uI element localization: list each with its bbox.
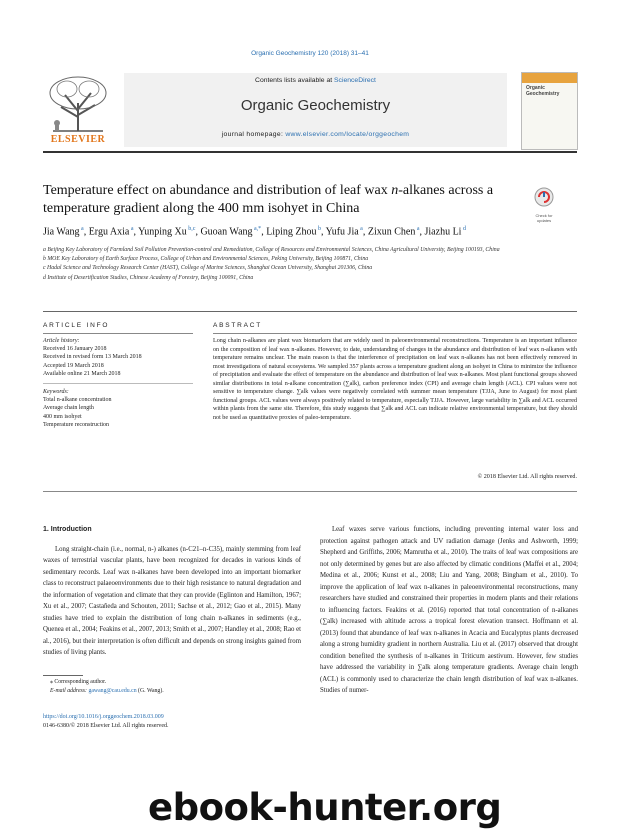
divider <box>43 311 577 312</box>
doi-block <box>43 713 293 730</box>
footnote-rule <box>43 675 83 676</box>
article-title: Temperature effect on abundance and distribution of leaf wax n-alkanes across a temperature gradient along the 400 mm isohyet in China <box>43 183 494 216</box>
author-name[interactable]: Jia Wang <box>43 226 80 238</box>
doi-link[interactable]: https://doi.org/10.1016/j.orggeochem.2018.03.009 <box>43 714 164 720</box>
keyword-item: Temperature reconstruction <box>43 421 110 428</box>
author-name[interactable]: Zixun Chen <box>367 226 416 238</box>
badge-label: Check for updates <box>535 213 553 223</box>
author-affiliation-marker[interactable]: a <box>129 226 134 232</box>
journal-reference[interactable]: Organic Geochemistry 120 (2018) 31–41 <box>251 50 369 57</box>
author-name[interactable]: Jiazhu Li <box>424 226 462 238</box>
paragraph: Leaf waxes serve various functions, including preventing internal water loss and protection against pathogen attack and UV radiation damage (Jenks and Ashworth, 1999; Shepherd and Griffiths, 2006; Mamrutha et al., 2010). The traits of leaf wax compositions are not only determined by genes but are also affected by climatic conditions (Maffei et al., 2004; Medina et al., 2006; Kunst et al., 2008; Liu and Yang, 2008; Bingham et al., 2010). To improve the application of leaf wax n-alkanes in paleoenvironmental reconstructions, many researchers have studied and constrained their properties in modern plants and their relations to influencing factors. Feakins et al. (2016) reported that total concentration of n-alkanes (∑alk) increased with altitude across a tropical forest elevation transect. Hoffmann et al. (2013) found that abundance of leaf wax n-alkanes in Acacia and Eucalyptus plants decreased along a strong humidity gradient in northern Australia. Liu et al. (2017) observed that drought condition benefited the synthesis of n-alkanes in Triticum aestivum. However, few studies have addressed the variability in ∑alk along temperature gradients. Average chain length (ACL) is commonly used to characterize the chain length distribution of leaf wax n-alkanes. Studies of numer- <box>320 526 578 694</box>
affiliation-a: a Beijing Key Laboratory of Farmland Soil Pollution Prevention-control and Remediation, College of Resources and Environmental Sciences, China Agricultural University, Beijing 100193, China <box>43 247 500 253</box>
history-item: Received in revised form 13 March 2018 <box>43 354 142 361</box>
section-heading: 1. Introduction <box>43 526 92 533</box>
history-item: Accepted 19 March 2018 <box>43 362 104 369</box>
keyword-item: 400 mm isohyet <box>43 413 82 420</box>
contents-line: Contents lists available at ScienceDirect <box>255 77 376 84</box>
affiliation-b: b MOE Key Laboratory of Earth Surface Process, College of Urban and Environmental Sciences, Peking University, Beijing 100871, China <box>43 256 369 263</box>
body-column-left <box>43 524 301 659</box>
sciencedirect-link[interactable]: ScienceDirect <box>334 77 376 84</box>
footnote <box>50 678 290 695</box>
abstract-copyright: © 2018 Elsevier Ltd. All rights reserved. <box>477 474 577 480</box>
check-for-updates-badge[interactable] <box>529 186 559 223</box>
article-info-heading: ARTICLE INFO <box>43 322 110 329</box>
author-list: Jia Wang $^a$, Ergu Axia $^a$, Yunping Xu $^{b,c}$, Guoan Wang $^{a,*}$, Liping Zhou $^b$, Yufu Jia $^a$, Zixun Chen $^a$, Jiazhu Li $^d$ <box>43 226 466 238</box>
paragraph: Long straight-chain (i.e., normal, n-) alkanes (n-C21–n-C35), mainly stemming from leaf waxes of terrestrial vascular plants, have been recognized for decades in various kinds of sedimentary records. Leaf wax n-alkanes have been developed into an important biomarker class to reconstruct palaeoenvironments due to their high resistance to natural degradation and the information of vegetation and climate that they can provide (Eglinton and Hamilton, 1967; Xu et al., 2007; Castañeda and Schouten, 2011; Sachse et al., 2012; Gao et al., 2015). Many studies have tried to explain the distribution of long chain n-alkanes in sediments (e.g., Quenea et al., 2004; Feakins et al., 2007, 2013; Smith et al., 2007; Handley et al., 2008; Rao et al., 2016), but their interpretation is often difficult and depends on strong insights gained from studies of living plants. <box>43 545 301 656</box>
author-name[interactable]: Yunping Xu <box>138 226 187 238</box>
abstract-text: Long chain n-alkanes are plant wax biomarkers that are widely used in paleoenvironmental reconstructions. Temperature is an important influence on the composition of leaf wax n-alkanes. However, to date, understanding of changes in the abundance and distribution of leaf wax n-alkanes with temperature remains unclear. The main reason is that the interference of precipitation on leaf wax n-alkanes has not been effectively removed in most investigations of natural ecosystems. We sampled 357 plants across a temperature gradient along an isohyet in China to minimize the influence of precipitation and evaluate the effect of temperature on the abundance and distribution of leaf wax n-alkanes. Most plant functional groups showed similar distributions in total n-alkane concentration (∑alk), carbon preference index (CPI) and average chain length (ACL). CPI values were not sensitive to temperature change. ∑alk values were negatively correlated with summer mean temperature (TJJA, June to August) for most plant functional groups. ACL values were always positively related to temperature, especially TJJA. However, large variability in ∑alk and ACL occurred within plants from the same site. Therefore, this study suggests that ∑alk and ACL can indicate relative environmental temperature, but they should not be used as quantitative proxies of paleo-temperature. <box>213 338 577 421</box>
journal-cover <box>521 72 578 150</box>
author-affiliation-marker[interactable]: a <box>79 226 84 232</box>
author-affiliation-marker[interactable]: d <box>461 226 466 232</box>
homepage-link[interactable]: www.elsevier.com/locate/orggeochem <box>285 131 410 138</box>
author-name[interactable]: Yufu Jia <box>325 226 359 238</box>
issn-line: 0146-6380/© 2018 Elsevier Ltd. All rights reserved. <box>43 722 169 729</box>
elsevier-logo <box>43 73 113 147</box>
corresponding-author: ⁎ Corresponding author. <box>50 679 107 685</box>
history-item: Received 16 January 2018 <box>43 346 107 353</box>
divider <box>213 333 577 334</box>
email-line: E-mail address: gawang@cau.edu.cn (G. Wang). <box>50 687 164 694</box>
author-affiliation-marker[interactable]: a <box>415 226 420 232</box>
history-label: Article history: <box>43 338 80 344</box>
journal-title: Organic Geochemistry <box>240 97 391 114</box>
keywords-label: Keywords: <box>43 389 69 396</box>
author-name[interactable]: Liping Zhou <box>266 226 317 238</box>
author-name[interactable]: Guoan Wang <box>200 226 253 238</box>
keyword-item: Total n-alkane concentration <box>43 397 112 404</box>
affiliation-d: d Institute of Desertification Studies, Chinese Academy of Forestry, Beijing 100091, China <box>43 274 254 281</box>
abstract-heading: ABSTRACT <box>213 322 263 329</box>
affiliation-c: c Hadal Science and Technology Research Center (HAST), College of Marine Sciences, Shanghai Ocean University, Shanghai 201306, China <box>43 265 373 272</box>
history-item: Available online 21 March 2018 <box>43 370 121 377</box>
publisher-name: ELSEVIER <box>50 134 106 145</box>
header-rule <box>43 151 577 153</box>
author-affiliation-marker[interactable]: b,c <box>186 226 196 232</box>
affiliations <box>43 246 583 283</box>
author-affiliation-marker[interactable]: b <box>316 226 321 232</box>
author-affiliation-marker[interactable]: a <box>358 226 363 232</box>
watermark-text: ebook-hunter.org <box>148 786 502 829</box>
author-name[interactable]: Ergu Axia <box>88 226 130 238</box>
cover-band <box>522 73 577 83</box>
journal-homepage: journal homepage: www.elsevier.com/locate/orggeochem <box>221 131 410 138</box>
update-icon <box>529 186 559 208</box>
cover-title: Organic Geochemistry <box>526 85 560 97</box>
body-column-right <box>320 524 578 697</box>
author-affiliation-marker[interactable]: a,* <box>252 226 262 232</box>
article-info <box>43 337 193 429</box>
divider <box>43 491 577 492</box>
divider <box>43 333 193 334</box>
email-link[interactable]: gawang@cau.edu.cn <box>88 687 137 694</box>
keyword-item: Average chain length <box>43 405 94 412</box>
